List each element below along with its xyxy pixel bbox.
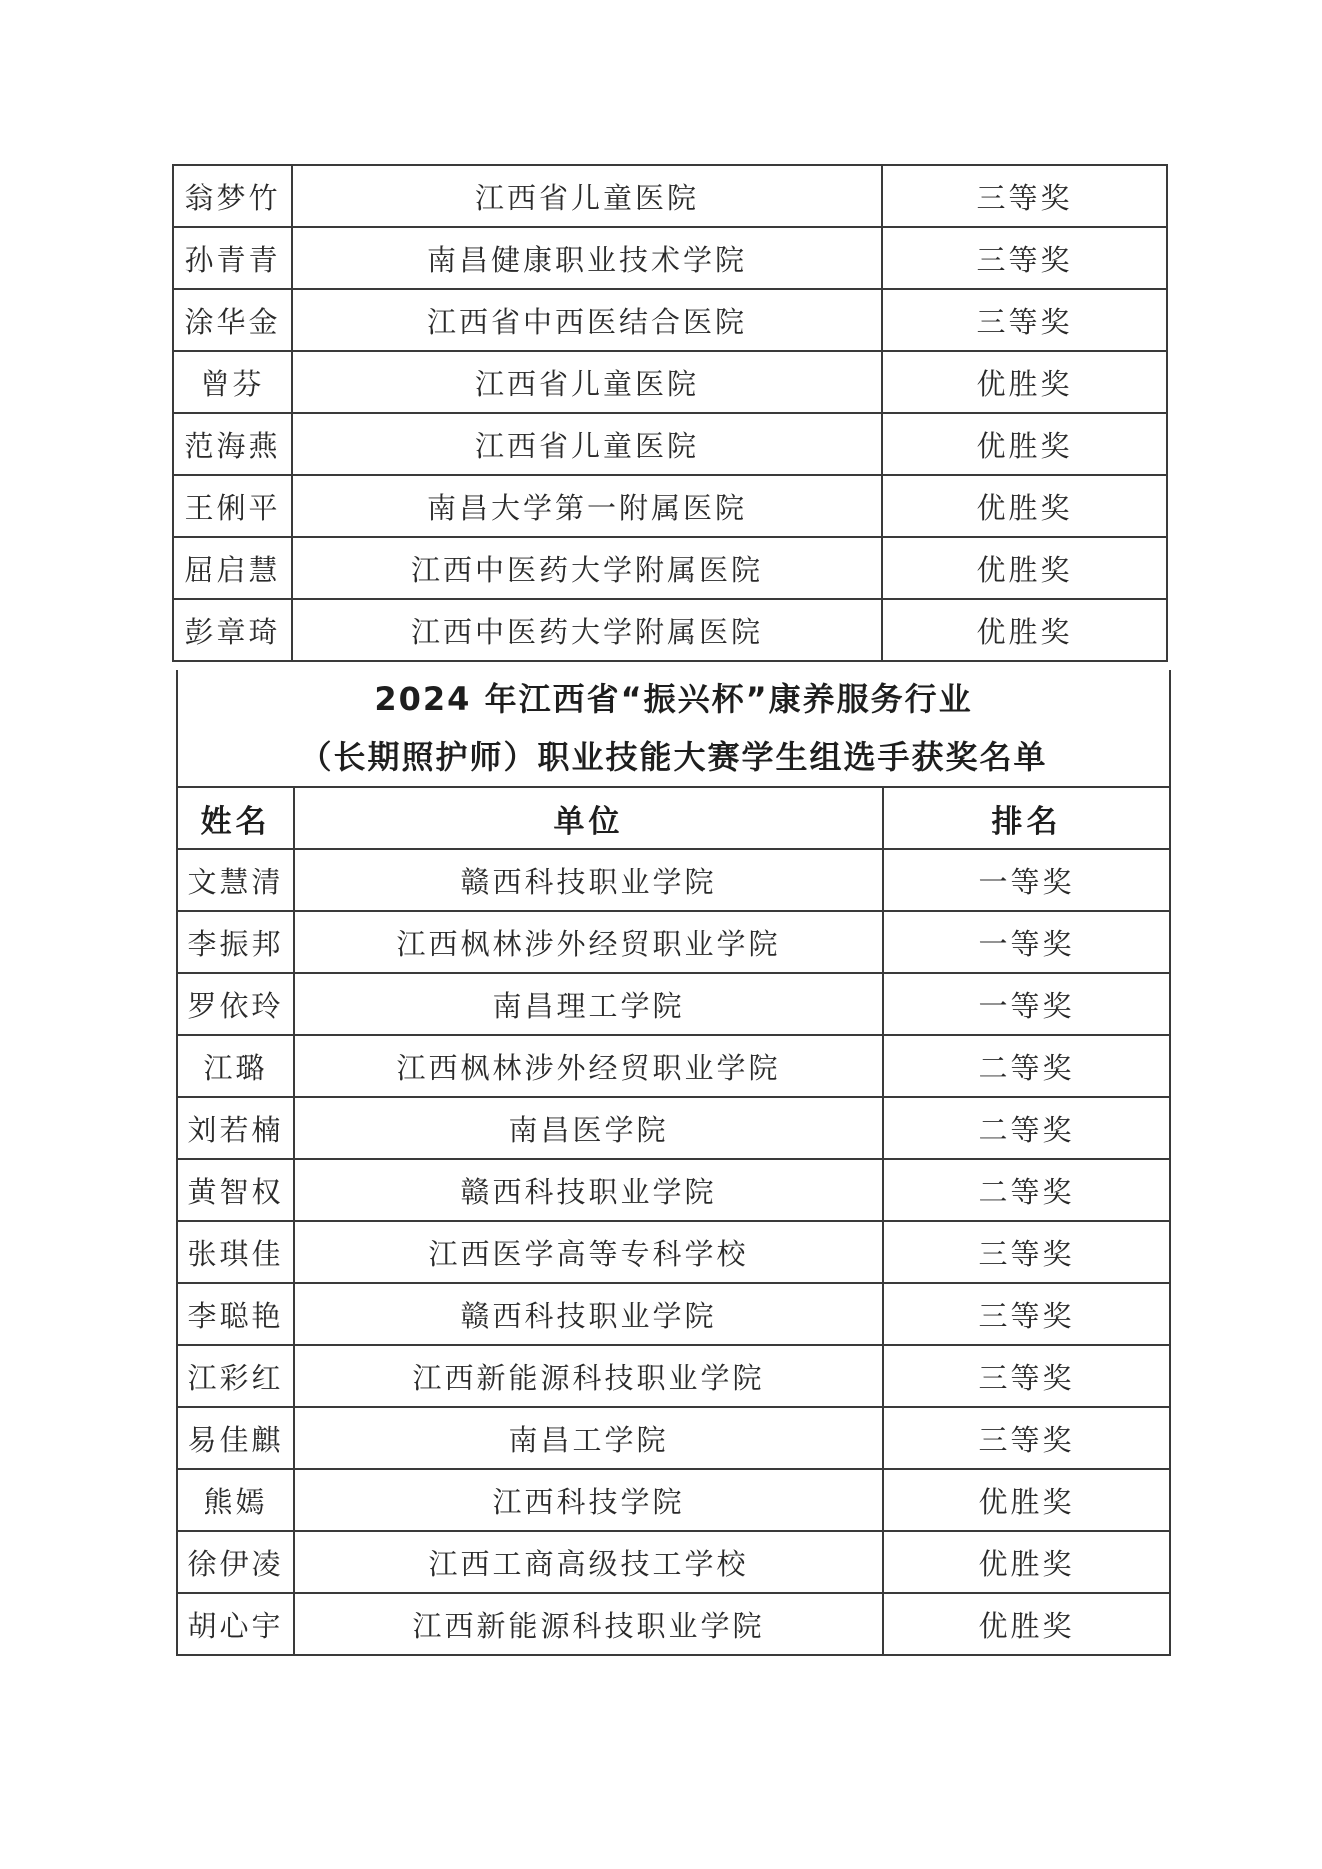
table-title-line-2: （长期照护师）职业技能大赛学生组选手获奖名单 (299, 738, 1048, 776)
cell-unit: 南昌大学第一附属医院 (292, 475, 882, 537)
table-row (177, 1469, 1170, 1531)
cell-unit: 南昌健康职业技术学院 (292, 227, 882, 289)
table-row (177, 1283, 1170, 1345)
cell-name: 文慧清 (177, 849, 294, 911)
cell-unit: 江西医学高等专科学校 (294, 1221, 883, 1283)
cell-award: 优胜奖 (882, 475, 1167, 537)
table-row (177, 1035, 1170, 1097)
table-row (177, 1531, 1170, 1593)
cell-unit: 江西中医药大学附属医院 (292, 599, 882, 661)
cell-unit: 江西工商高级技工学校 (294, 1531, 883, 1593)
table-row (173, 599, 1167, 661)
cell-award: 优胜奖 (883, 1593, 1170, 1655)
cell-unit: 江西枫林涉外经贸职业学院 (294, 1035, 883, 1097)
award-table-body (173, 165, 1167, 661)
cell-name: 刘若楠 (177, 1097, 294, 1159)
cell-name: 涂华金 (173, 289, 292, 351)
table-row (173, 351, 1167, 413)
table-title-row (177, 670, 1170, 787)
cell-name: 屈启慧 (173, 537, 292, 599)
cell-name: 江璐 (177, 1035, 294, 1097)
table-row (177, 1159, 1170, 1221)
cell-name: 罗依玲 (177, 973, 294, 1035)
cell-unit: 江西省儿童医院 (292, 413, 882, 475)
cell-award: 优胜奖 (882, 599, 1167, 661)
cell-award: 二等奖 (883, 1097, 1170, 1159)
table-row (173, 537, 1167, 599)
cell-name: 徐伊凌 (177, 1531, 294, 1593)
header-unit: 单位 (294, 787, 883, 849)
cell-name: 江彩红 (177, 1345, 294, 1407)
table-row (177, 849, 1170, 911)
cell-name: 彭章琦 (173, 599, 292, 661)
cell-name: 张琪佳 (177, 1221, 294, 1283)
cell-unit: 江西省儿童医院 (292, 165, 882, 227)
cell-name: 李振邦 (177, 911, 294, 973)
table-row (177, 1221, 1170, 1283)
table-row (177, 1097, 1170, 1159)
table-header-row (177, 787, 1170, 849)
table-row (177, 1593, 1170, 1655)
student-award-table-body (177, 670, 1170, 1655)
cell-unit: 江西新能源科技职业学院 (294, 1593, 883, 1655)
cell-award: 一等奖 (883, 911, 1170, 973)
cell-award: 二等奖 (883, 1035, 1170, 1097)
table-title (177, 670, 1170, 787)
table-row (177, 973, 1170, 1035)
cell-unit: 江西科技学院 (294, 1469, 883, 1531)
cell-unit: 南昌工学院 (294, 1407, 883, 1469)
cell-unit: 江西省儿童医院 (292, 351, 882, 413)
cell-award: 三等奖 (883, 1345, 1170, 1407)
table-row (173, 289, 1167, 351)
cell-name: 黄智权 (177, 1159, 294, 1221)
header-rank: 排名 (883, 787, 1170, 849)
table-row (173, 475, 1167, 537)
table-title-line-1: 2024 年江西省“振兴杯”康养服务行业 (374, 680, 973, 718)
cell-name: 范海燕 (173, 413, 292, 475)
cell-award: 二等奖 (883, 1159, 1170, 1221)
award-table-continued (172, 164, 1168, 662)
cell-award: 三等奖 (882, 227, 1167, 289)
cell-award: 优胜奖 (882, 351, 1167, 413)
cell-name: 李聪艳 (177, 1283, 294, 1345)
cell-unit: 赣西科技职业学院 (294, 849, 883, 911)
cell-unit: 赣西科技职业学院 (294, 1159, 883, 1221)
cell-name: 王俐平 (173, 475, 292, 537)
cell-unit: 江西枫林涉外经贸职业学院 (294, 911, 883, 973)
cell-award: 三等奖 (883, 1283, 1170, 1345)
cell-award: 优胜奖 (882, 413, 1167, 475)
cell-name: 孙青青 (173, 227, 292, 289)
header-name: 姓名 (177, 787, 294, 849)
cell-name: 易佳麒 (177, 1407, 294, 1469)
cell-award: 优胜奖 (883, 1469, 1170, 1531)
cell-unit: 南昌理工学院 (294, 973, 883, 1035)
table-row (173, 413, 1167, 475)
cell-award: 优胜奖 (882, 537, 1167, 599)
cell-name: 胡心宇 (177, 1593, 294, 1655)
student-award-table (176, 670, 1171, 1656)
cell-unit: 江西省中西医结合医院 (292, 289, 882, 351)
cell-award: 三等奖 (883, 1221, 1170, 1283)
cell-award: 优胜奖 (883, 1531, 1170, 1593)
cell-unit: 江西中医药大学附属医院 (292, 537, 882, 599)
cell-unit: 南昌医学院 (294, 1097, 883, 1159)
cell-name: 熊嫣 (177, 1469, 294, 1531)
cell-award: 三等奖 (883, 1407, 1170, 1469)
table-row (173, 227, 1167, 289)
cell-name: 翁梦竹 (173, 165, 292, 227)
cell-award: 一等奖 (883, 849, 1170, 911)
table-row (177, 1345, 1170, 1407)
cell-award: 三等奖 (882, 289, 1167, 351)
cell-name: 曾芬 (173, 351, 292, 413)
cell-award: 一等奖 (883, 973, 1170, 1035)
cell-award: 三等奖 (882, 165, 1167, 227)
cell-unit: 赣西科技职业学院 (294, 1283, 883, 1345)
cell-unit: 江西新能源科技职业学院 (294, 1345, 883, 1407)
table-row (177, 911, 1170, 973)
table-row (177, 1407, 1170, 1469)
table-row (173, 165, 1167, 227)
